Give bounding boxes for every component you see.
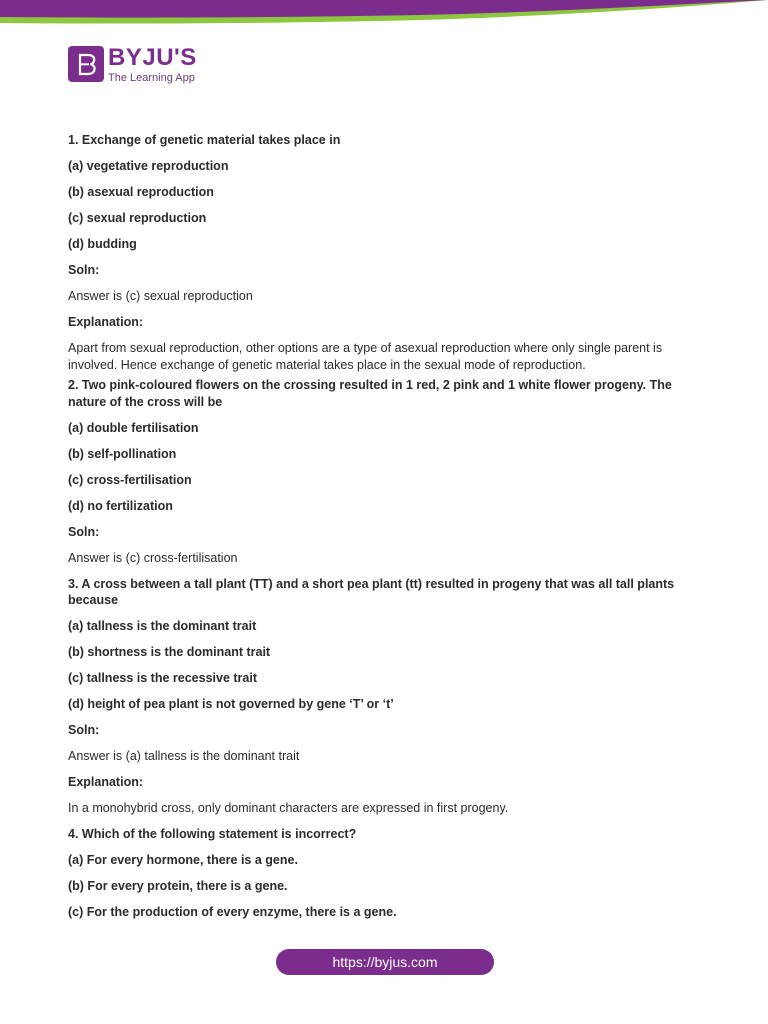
document-body (68, 132, 704, 930)
option-b: (b) asexual reproduction (68, 185, 214, 199)
option-a: (a) double fertilisation (68, 420, 199, 435)
soln-label: Soln: (68, 524, 100, 539)
brand-tagline: The Learning App (108, 72, 195, 84)
option-c: (c) sexual reproduction (68, 211, 207, 225)
option-a: (a) vegetative reproduction (68, 159, 229, 173)
option-b: (b) For every protein, there is a gene. (68, 879, 288, 893)
soln-label: Soln: (68, 723, 100, 737)
logo-b-icon (68, 46, 104, 82)
option-c: (c) cross-fertilisation (68, 472, 192, 487)
answer-text: Answer is (c) sexual reproduction (68, 289, 253, 303)
answer-text: Answer is (a) tallness is the dominant trait (68, 749, 300, 763)
option-c: (c) For the production of every enzyme, there is a gene. (68, 905, 397, 919)
explanation-text: In a monohybrid cross, only dominant characters are expressed in first progeny. (68, 801, 509, 815)
option-d: (d) budding (68, 237, 137, 251)
explanation-text: Apart from sexual reproduction, other options are a type of asexual reproduction where only single parent is involved. Hence exchange of genetic material takes place in the sexual mode of reproduction. (68, 341, 663, 372)
option-a: (a) tallness is the dominant trait (68, 619, 257, 633)
question-text: 4. Which of the following statement is incorrect? (68, 827, 357, 841)
explanation-label: Explanation: (68, 315, 144, 329)
option-c: (c) tallness is the recessive trait (68, 671, 257, 685)
question-text: 2. Two pink-coloured flowers on the crossing resulted in 1 red, 2 pink and 1 white flower progeny. The nature of the cross will be (68, 378, 672, 409)
header-banner (0, 0, 768, 28)
question-block (68, 377, 704, 566)
option-a: (a) For every hormone, there is a gene. (68, 853, 298, 867)
option-d: (d) height of pea plant is not governed by gene ‘T’ or ‘t’ (68, 697, 394, 711)
question-text: 1. Exchange of genetic material takes place in (68, 133, 341, 147)
explanation-label: Explanation: (68, 775, 144, 789)
question-text: 3. A cross between a tall plant (TT) and a short pea plant (tt) resulted in progeny that was all tall plants because (68, 576, 675, 607)
option-b: (b) self-pollination (68, 446, 177, 461)
question-block (68, 576, 704, 817)
option-b: (b) shortness is the dominant trait (68, 645, 271, 659)
footer-url-button[interactable]: https://byjus.com (276, 949, 494, 975)
brand-name: BYJU'S (108, 44, 197, 71)
soln-label: Soln: (68, 263, 100, 277)
question-block (68, 826, 704, 921)
answer-text: Answer is (c) cross-fertilisation (68, 550, 238, 565)
option-d: (d) no fertilization (68, 498, 173, 513)
question-block (68, 132, 704, 373)
